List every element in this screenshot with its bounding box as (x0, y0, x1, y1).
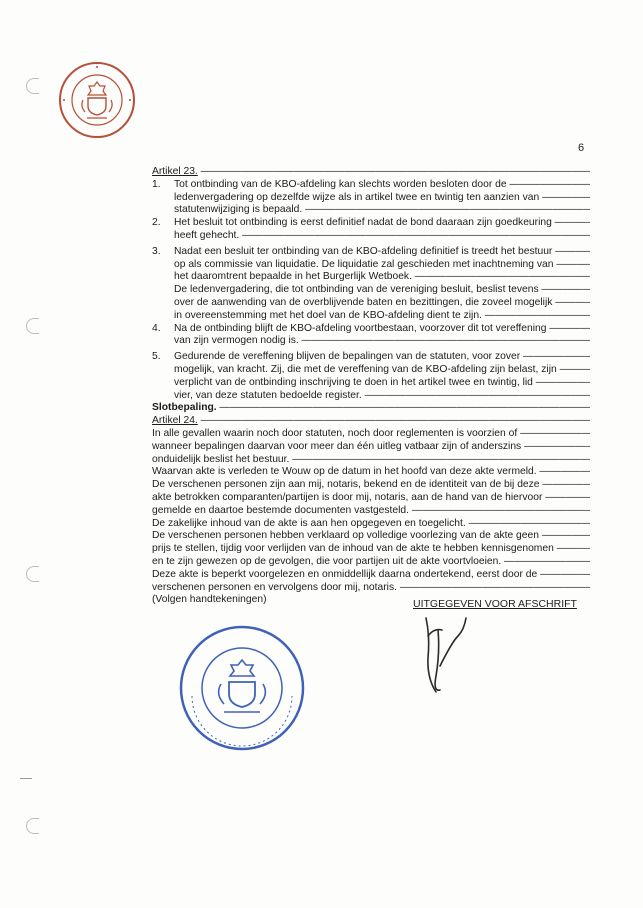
punch-hole-mark (26, 818, 39, 834)
certified-copy-label: UITGEGEVEN VOOR AFSCHRIFT (413, 598, 577, 610)
article-24-title: Artikel 24. (152, 415, 198, 427)
punch-hole-mark (26, 78, 39, 94)
closing-heading: Slotbepaling. (152, 402, 217, 414)
article-23-title: Artikel 23. (152, 166, 198, 177)
list-item: 2. Het besluit tot ontbinding is eerst definitief nadat de bond daaraan zijn goedkeuring ————— heeft gehecht. ————— (152, 217, 590, 243)
list-item: 4. Na de ontbinding blijft de KBO-afdeling voortbestaan, voorzover dit tot vereffening ————— van zijn vermogen nodig is. ————— (152, 323, 590, 349)
list-item: 5. Gedurende de vereffening blijven de bepalingen van de statuten, voor zover ————— mogelijk, van kracht. Zij, die met de vereffening van de KBO-afdeling zijn belast, zijn ————— verplicht van de ontbinding inschrijving te doen in het artikel twee en twintig, lid ————— vier, van deze statuten bedoelde register. ————— (152, 351, 590, 402)
notary-seal-icon (178, 624, 306, 752)
margin-mark (20, 778, 32, 779)
notary-organisation-seal-icon (57, 60, 137, 140)
deed-text: Artikel 23. ————— 1. Tot ontbinding van de KBO-afdeling kan slechts worden besloten door de ————— ledenvergadering op dezelfde wijze als in artikel twee en twintig ten aanzien van ————— statutenwijziging is bepaald. ————— 2. Het besluit tot ontbinding is eerst definitief nadat de bond daaraan zijn goedkeuring ————— heeft gehecht. ————— 3. Nadat een besluit ter ontbinding van de KBO-afdeling definitief is treedt het bestuur ————— op als commissie van liquidatie. De liquidatie zal geschieden met inachtneming van ————— het daaromtrent bepaalde in het Burgerlijk Wetboek. ————— De ledenvergadering, die tot ontbinding van de vereniging besluit, beslist tevens ————— over de aanwending van de overblijvende baten en bezittingen, die zoveel mogelijk ————— in overeenstemming met het doel van de KBO-afdeling dient te zijn. ————— 4. Na de ontbinding blijft de KBO-afdeling voortbestaan, voorzover dit tot vereffening ————— van zijn vermogen nodig is. ————— 5. Gedurende de vereffening blijven de bepalingen van de statuten, voor zover ————— mogelijk, van kracht. Zij, die met de vereffening van de KBO-afdeling zijn belast, zijn ————— verplicht van de ontbinding inschrijving te doen in het artikel twee en twintig, lid ————— vier, van deze statuten bedoelde register. ————— Slotbepaling. ————— Artikel 24. ————— In alle gevallen waarin noch door statuten, noch door reglementen is voorzien of ————— wanneer bepalingen daarvan voor meer dan één uitleg vatbaar zijn of anderszins ————— onduidelijk beslist het bestuur. ————— Waarvan akte is verleden te Wouw op de datum in het hoofd van deze akte vermeld. ————— De verschenen personen zijn aan mij, notaris, bekend en de identiteit van de bij deze ————— akte betrokken comparanten/partijen is door mij, notaris, aan de hand van de hiervoor ————— gemelde en daartoe bestemde documenten vastgesteld. ————— De zakelijke inhoud van de akte is aan hen opgegeven en toegelicht. ————— De verschenen personen hebben verklaard op volledige voorlezing van de akte geen ————— prijs te stellen, tijdig voor verlijden van de inhoud van de akte te hebben kennisgenomen ————— en te zijn gewezen op de gevolgen, die voor partijen uit de akte voortvloeien. ————— Deze akte is beperkt voorgelezen en onmiddellijk daarna ondertekend, eerst door de ————— verschenen personen en vervolgens door mij, notaris. ————— (Volgen handtekeningen) (152, 166, 590, 607)
list-item: 1. Tot ontbinding van de KBO-afdeling kan slechts worden besloten door de ————— ledenvergadering op dezelfde wijze als in artikel twee en twintig ten aanzien van ————— statutenwijziging is bepaald. ————— (152, 179, 590, 217)
signature-icon (418, 606, 488, 696)
list-item: 3. Nadat een besluit ter ontbinding van de KBO-afdeling definitief is treedt het bestuur ————— op als commissie van liquidatie. De liquidatie zal geschieden met inachtneming van ————— het daaromtrent bepaalde in het Burgerlijk Wetboek. ————— De ledenvergadering, die tot ontbinding van de vereniging besluit, beslist tevens ————— over de aanwending van de overblijvende baten en bezittingen, die zoveel mogelijk ————— in overeenstemming met het doel van de KBO-afdeling dient te zijn. ————— (152, 246, 590, 323)
punch-hole-mark (26, 318, 39, 334)
punch-hole-mark (26, 566, 39, 582)
page-number: 6 (578, 142, 585, 154)
